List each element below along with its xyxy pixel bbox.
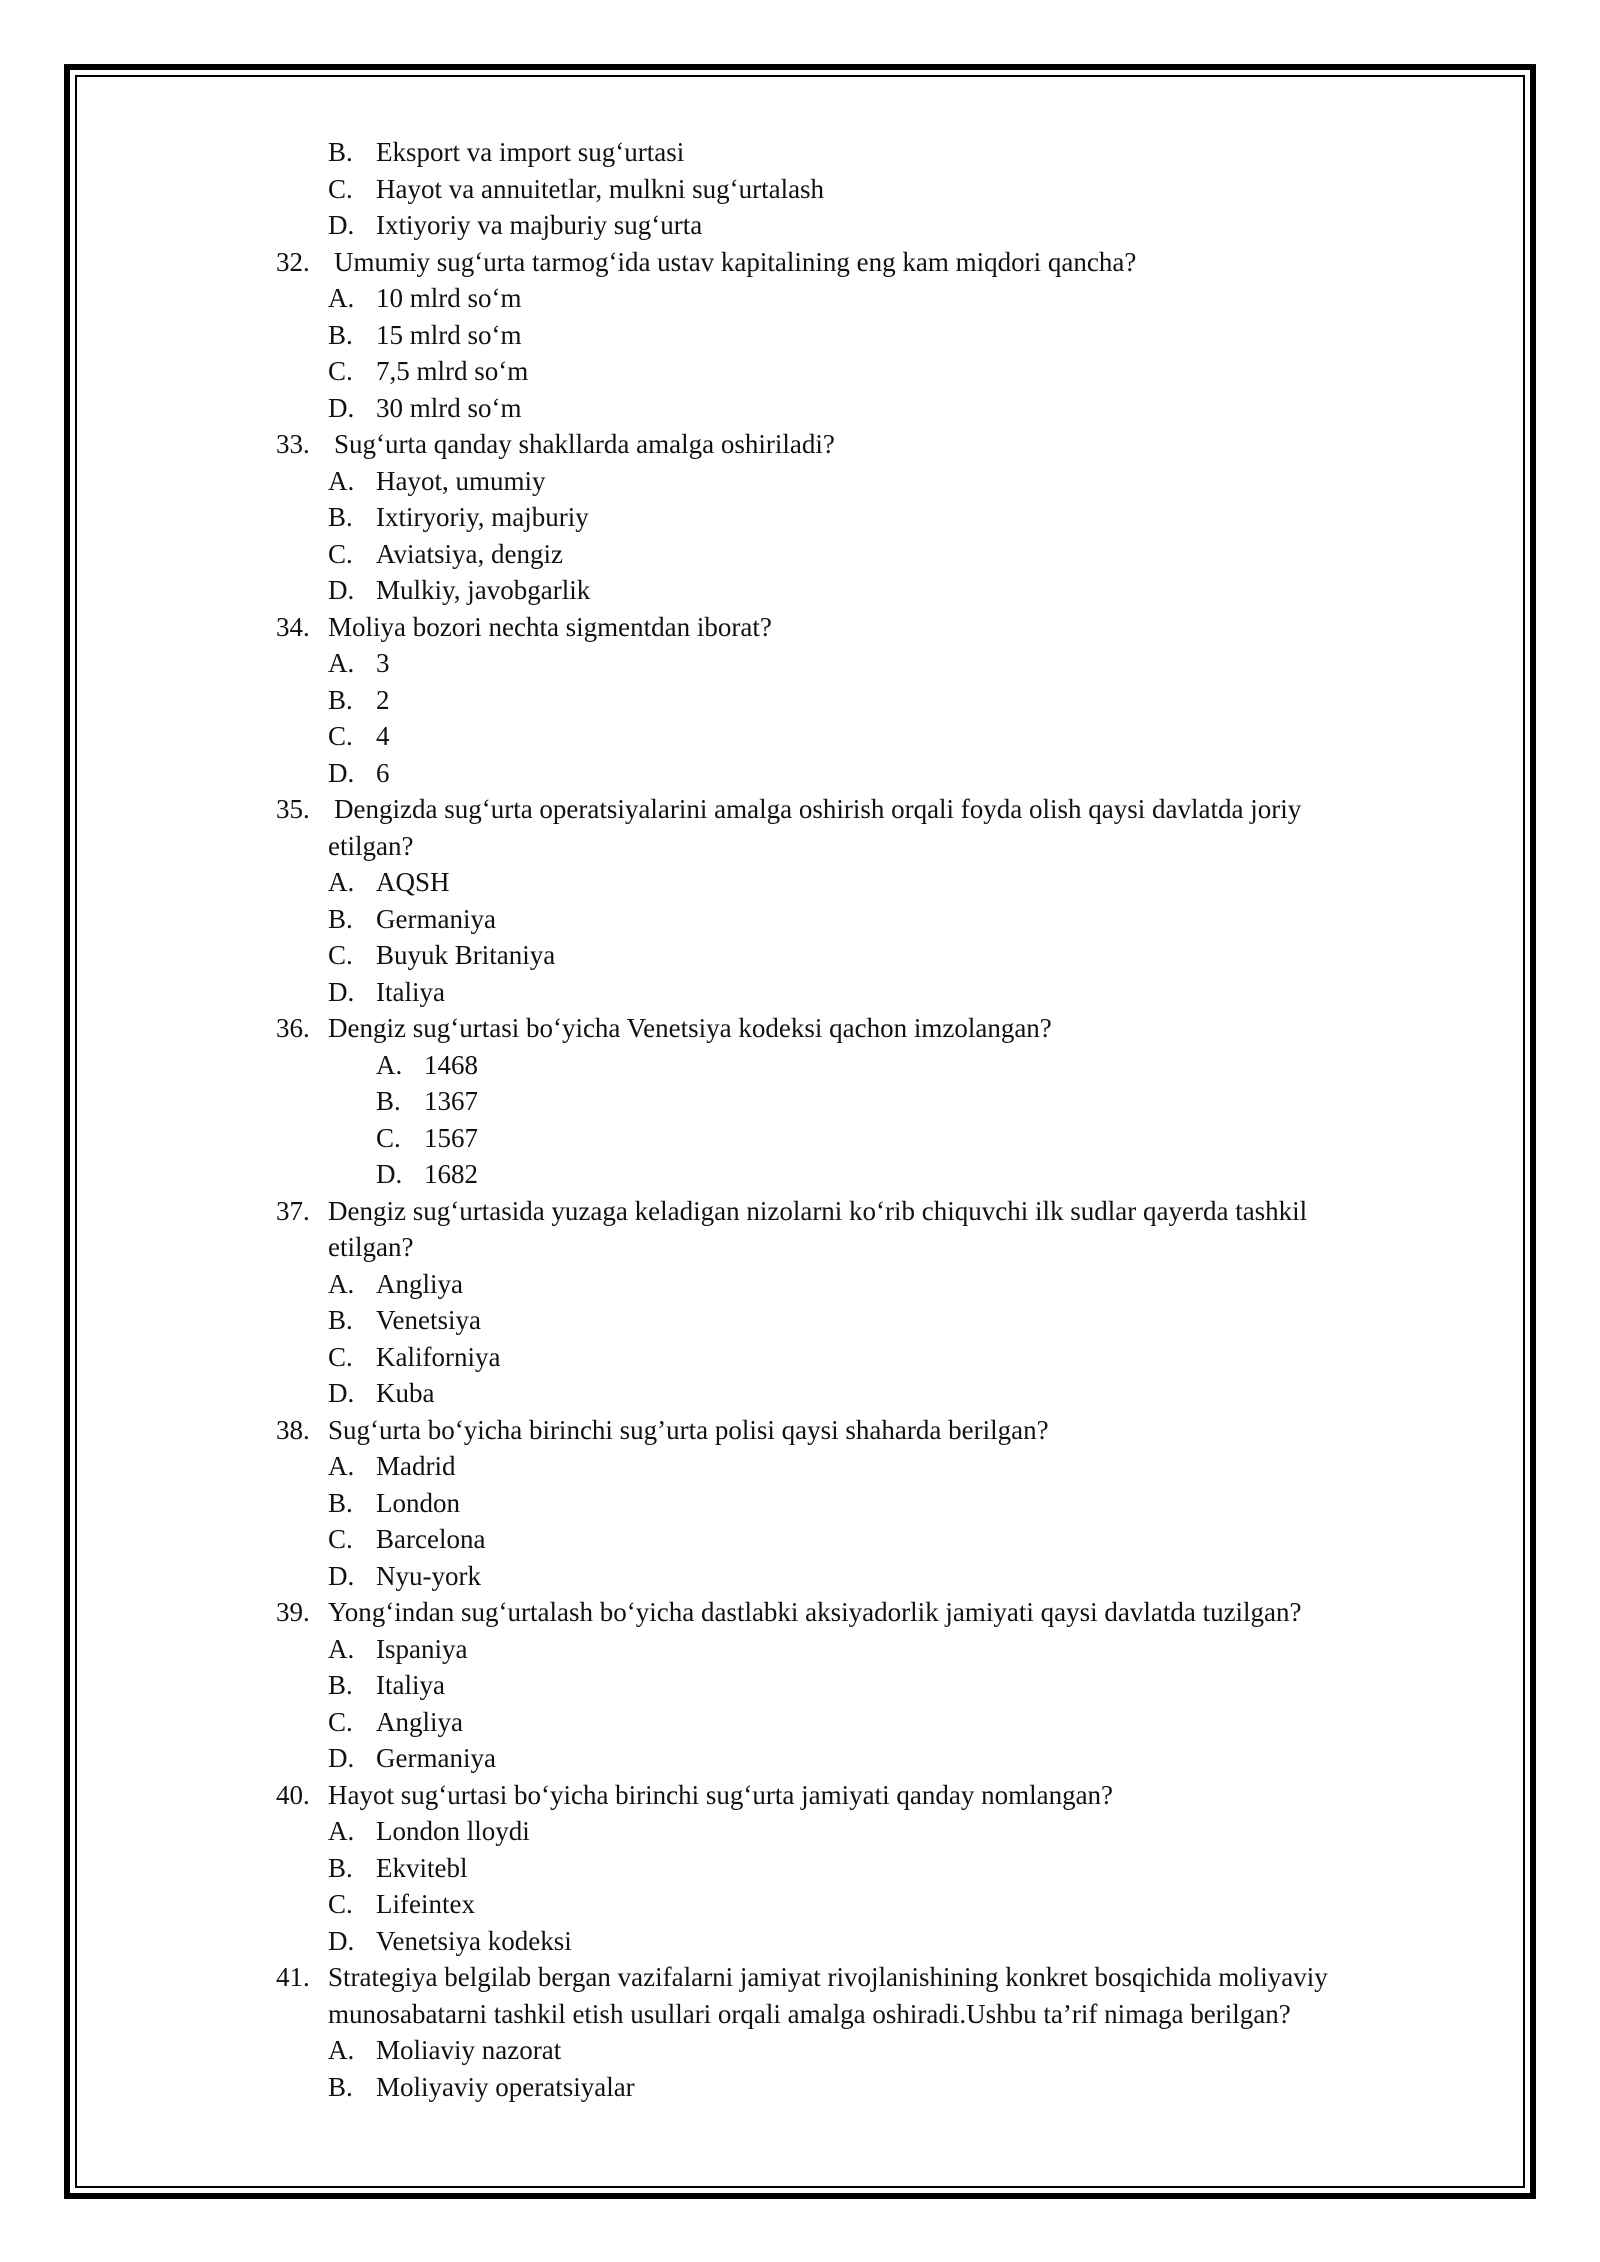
option-text: Angliya [376,1268,463,1299]
option-letter: B. [328,1852,353,1883]
option-letter: A. [328,648,355,678]
option-letter: B. [328,1670,353,1700]
option-letter: B. [328,137,353,167]
answer-option [0,499,1600,536]
option-text: Buyuk Britaniya [376,940,556,970]
question-text: Hayot sug‘urtasi bo‘yicha birinchi sug‘urta jamiyati qanday nomlangan? [328,1779,1114,1810]
question-list [0,134,1600,2105]
option-letter: B. [328,2071,353,2102]
option-text: Ispaniya [376,1633,468,1664]
option-letter: D. [328,1743,355,1773]
question-number: 36. [276,1013,310,1043]
answer-option [0,1704,1600,1741]
question-text: etilgan? [328,830,414,861]
option-letter: A. [328,2035,355,2065]
question-text: Dengiz sug‘urtasi bo‘yicha Venetsiya kodeksi qachon imzolangan? [328,1013,1052,1043]
question-number: 39. [276,1597,310,1627]
option-text: Italiya [376,1670,445,1700]
option-letter: D. [328,1925,355,1956]
option-text: Kaliforniya [376,1341,501,1372]
answer-option [0,1448,1600,1485]
option-text: 4 [376,721,390,751]
option-letter: C. [328,538,353,569]
answer-option [0,1740,1600,1777]
question-item [0,791,1600,828]
question-text-continuation [0,828,1600,865]
option-text: 15 mlrd so‘m [376,319,522,350]
question-item [0,426,1600,463]
option-text: 30 mlrd so‘m [376,392,522,423]
option-letter: C. [328,173,353,204]
answer-option [0,2069,1600,2106]
answer-option [0,901,1600,938]
question-number: 34. [276,611,310,642]
option-text: Madrid [376,1451,456,1481]
option-text: London lloydi [376,1816,530,1846]
question-text: munosabatarni tashkil etish usullari orqali amalga oshiradi.Ushbu ta’rif nimaga berilgan? [328,1998,1291,2029]
question-item [0,1959,1600,1996]
option-letter: B. [328,319,353,350]
option-letter: D. [328,1378,355,1408]
option-letter: A. [328,1816,355,1846]
option-letter: C. [328,1524,353,1554]
option-letter: B. [328,1487,353,1518]
answer-option [0,1521,1600,1558]
option-text: Kuba [376,1378,435,1408]
option-text: Italiya [376,976,445,1007]
answer-option [0,353,1600,390]
answer-option [0,1667,1600,1704]
option-text: Ixtiryoriy, majburiy [376,502,589,532]
answer-option [0,1923,1600,1960]
option-text: 3 [376,648,390,678]
option-letter: D. [328,1560,355,1591]
option-letter: C. [328,721,353,751]
question-item [0,1010,1600,1047]
option-letter: A. [328,283,355,313]
option-letter: C. [328,1341,353,1372]
question-number: 38. [276,1414,310,1445]
answer-option [0,536,1600,573]
answer-option [0,1558,1600,1595]
answer-option [0,937,1600,974]
question-text: Umumiy sug‘urta tarmog‘ida ustav kapitalining eng kam miqdori qancha? [334,246,1137,277]
option-text: Aviatsiya, dengiz [376,538,563,569]
option-text: Ekvitebl [376,1852,468,1883]
option-letter: D. [328,575,355,605]
question-item [0,1412,1600,1449]
answer-option [0,1850,1600,1887]
answer-option [0,682,1600,719]
option-text: Angliya [376,1706,463,1737]
answer-option [0,134,1600,171]
answer-option [0,755,1600,792]
question-text: Dengizda sug‘urta operatsiyalarini amalga oshirish orqali foyda olish qaysi davlatda joriy [334,794,1302,824]
answer-option [0,207,1600,244]
option-letter: A. [328,867,355,897]
question-text: Strategiya belgilab bergan vazifalarni jamiyat rivojlanishining konkret bosqichida moliyaviy [328,1962,1328,1992]
question-number: 40. [276,1779,310,1810]
option-letter: A. [328,465,355,496]
answer-option [0,2032,1600,2069]
question-item [0,1594,1600,1631]
answer-option [0,1302,1600,1339]
question-item [0,1193,1600,1230]
answer-option [0,645,1600,682]
option-text: 1682 [424,1159,478,1189]
answer-option [0,171,1600,208]
question-number: 33. [276,429,310,459]
option-letter: A. [328,1633,355,1664]
option-letter: D. [328,757,355,788]
option-text: Barcelona [376,1524,486,1554]
option-letter: B. [328,903,353,934]
answer-option [0,1813,1600,1850]
question-text-continuation [0,1229,1600,1266]
option-letter: A. [376,1049,403,1080]
answer-option [0,1156,1600,1193]
question-number: 35. [276,794,310,824]
answer-option [0,864,1600,901]
question-text-continuation [0,1996,1600,2033]
question-number: 32. [276,246,310,277]
option-letter: D. [376,1159,403,1189]
option-text: Germaniya [376,1743,496,1773]
question-item [0,609,1600,646]
option-letter: D. [328,976,355,1007]
option-text: Ixtiyoriy va majburiy sug‘urta [376,210,703,240]
option-letter: B. [328,502,353,532]
answer-option [0,1266,1600,1303]
option-text: Eksport va import sug‘urtasi [376,137,685,167]
option-text: London [376,1487,460,1518]
option-letter: C. [328,940,353,970]
option-text: AQSH [376,867,450,897]
option-letter: A. [328,1451,355,1481]
question-number: 37. [276,1195,310,1226]
answer-option [0,463,1600,500]
question-text: Sug‘urta qanday shakllarda amalga oshiriladi? [334,429,835,459]
option-letter: A. [328,1268,355,1299]
answer-option [0,1047,1600,1084]
option-letter: C. [328,1706,353,1737]
option-letter: D. [328,392,355,423]
option-letter: C. [376,1122,401,1153]
answer-option [0,1120,1600,1157]
answer-option [0,1631,1600,1668]
option-text: Lifeintex [376,1889,475,1919]
question-item [0,244,1600,281]
question-text: Dengiz sug‘urtasida yuzaga keladigan nizolarni ko‘rib chiquvchi ilk sudlar qayerda tashkil [328,1195,1308,1226]
question-text: Yong‘indan sug‘urtalash bo‘yicha dastlabki aksiyadorlik jamiyati qaysi davlatda tuzilgan? [328,1597,1302,1627]
answer-option [0,1886,1600,1923]
option-text: Venetsiya kodeksi [376,1925,572,1956]
option-text: Nyu-york [376,1560,481,1591]
answer-option [0,718,1600,755]
answer-option [0,974,1600,1011]
question-number: 41. [276,1962,310,1992]
option-text: 6 [376,757,390,788]
option-letter: B. [328,684,353,715]
option-text: Germaniya [376,903,496,934]
answer-option [0,1485,1600,1522]
answer-option [0,1083,1600,1120]
answer-option [0,390,1600,427]
question-item [0,1777,1600,1814]
answer-option [0,317,1600,354]
option-text: 7,5 mlrd so‘m [376,356,529,386]
option-text: 1367 [424,1086,478,1116]
question-text: etilgan? [328,1232,414,1262]
option-text: Venetsiya [376,1305,481,1335]
option-text: 1567 [424,1122,478,1153]
option-text: Hayot, umumiy [376,465,546,496]
answer-option [0,280,1600,317]
option-text: Moliaviy nazorat [376,2035,562,2065]
option-letter: D. [328,210,355,240]
answer-option [0,1339,1600,1376]
option-text: Mulkiy, javobgarlik [376,575,591,605]
option-letter: B. [328,1305,353,1335]
answer-option [0,1375,1600,1412]
option-letter: C. [328,356,353,386]
question-text: Sug‘urta bo‘yicha birinchi sug’urta polisi qaysi shaharda berilgan? [328,1414,1049,1445]
option-text: 2 [376,684,390,715]
option-text: 1468 [424,1049,478,1080]
question-text: Moliya bozori nechta sigmentdan iborat? [328,611,772,642]
answer-option [0,572,1600,609]
option-letter: B. [376,1086,401,1116]
option-letter: C. [328,1889,353,1919]
option-text: Moliyaviy operatsiyalar [376,2071,635,2102]
option-text: Hayot va annuitetlar, mulkni sug‘urtalash [376,173,825,204]
option-text: 10 mlrd so‘m [376,283,522,313]
